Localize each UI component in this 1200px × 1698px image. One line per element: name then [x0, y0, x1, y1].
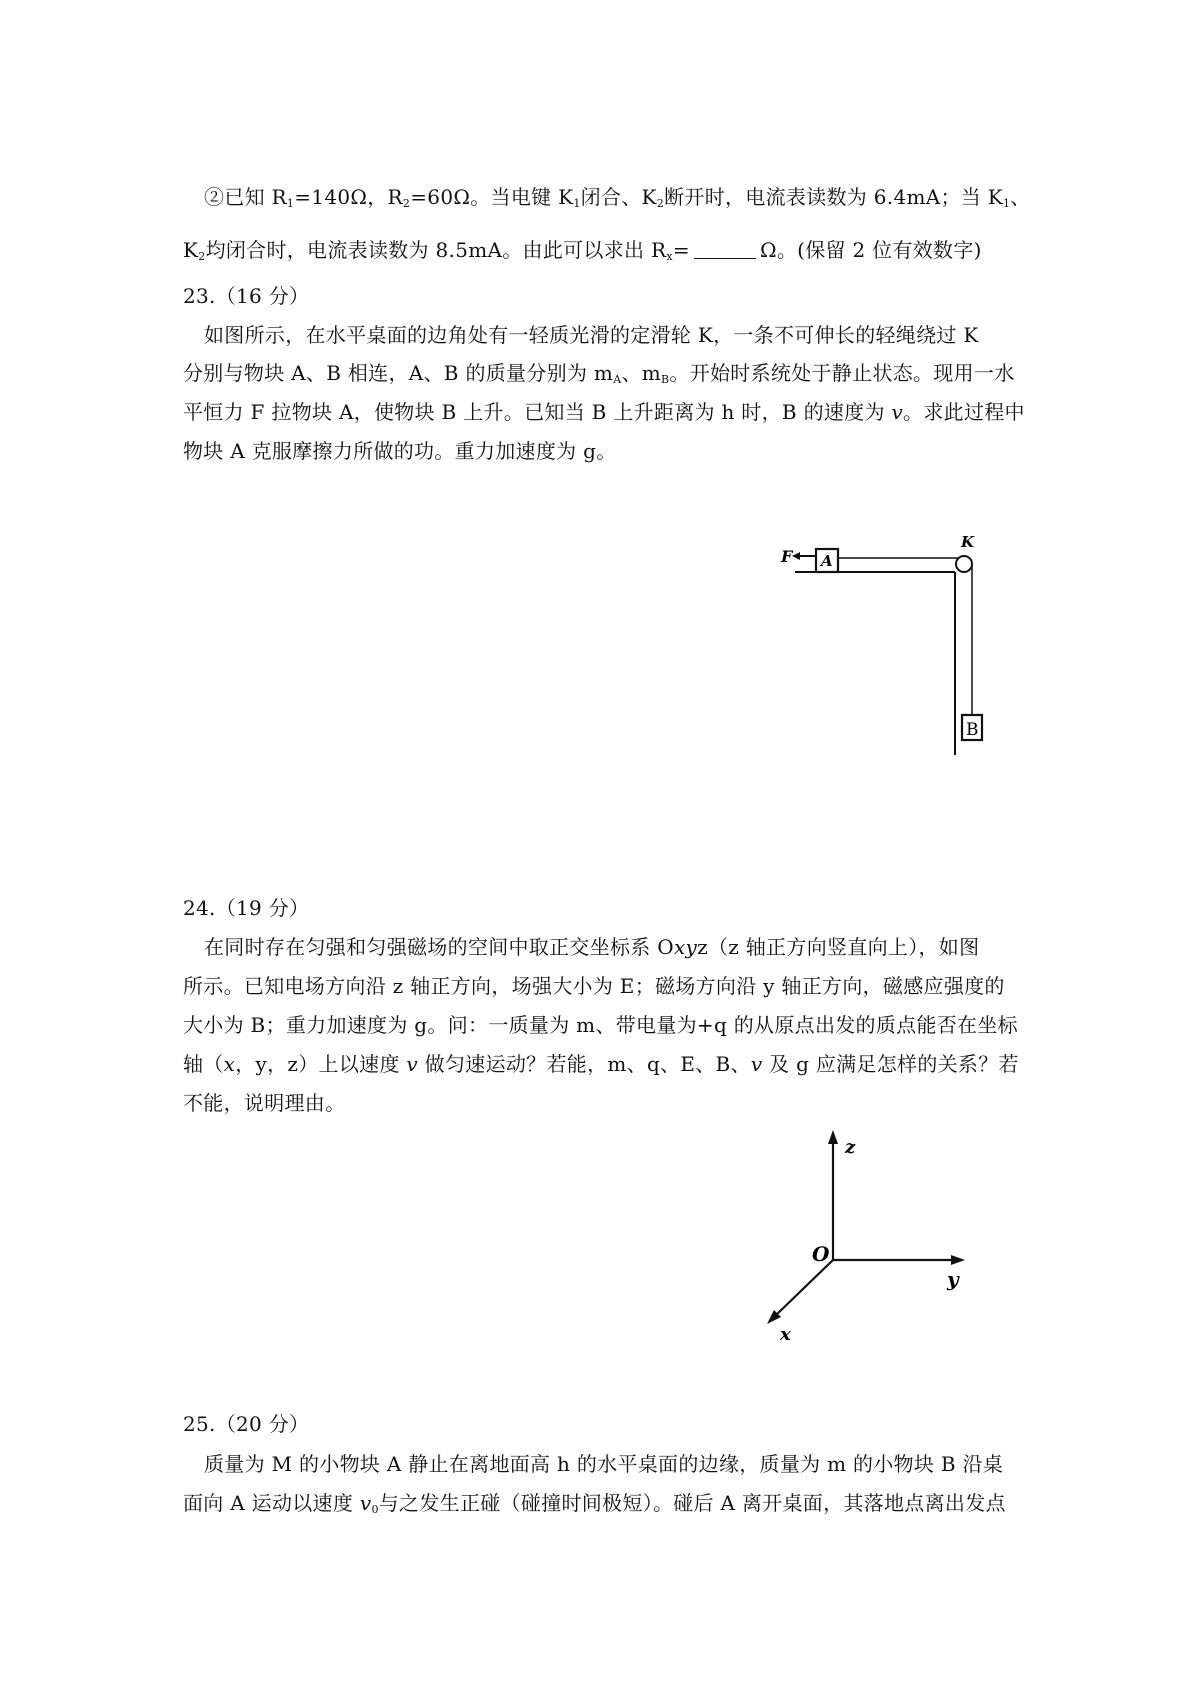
subscript: A — [613, 373, 622, 386]
q24-line-3: 大小为 B；重力加速度为 g。问：一质量为 m、带电量为+q 的从原点出发的质点能否在坐标 — [183, 1013, 1018, 1037]
text: 均闭合时，电流表读数为 8.5mA。由此可以求出 R — [205, 238, 667, 262]
pulley-k — [956, 556, 972, 572]
answer-blank — [694, 238, 756, 259]
text: = — [672, 238, 690, 262]
text: 在同时存在匀强和匀强磁场的空间中取正交坐标系 O — [204, 935, 674, 959]
y-arrowhead — [951, 1255, 965, 1265]
label-y: y — [947, 1267, 959, 1291]
subscript: B — [661, 373, 670, 386]
subscript: 0 — [371, 1503, 379, 1516]
text: 轴（ — [183, 1052, 224, 1076]
velocity-symbol: v — [891, 400, 904, 424]
subscript: 1 — [573, 197, 581, 210]
text: 。求此过程中 — [903, 400, 1025, 424]
label-f: F — [781, 547, 793, 566]
velocity-symbol: v — [359, 1491, 372, 1515]
text-italic: xy — [673, 935, 698, 959]
subscript: 1 — [1002, 197, 1011, 210]
text: ，y，z）上以速度 — [235, 1052, 407, 1076]
label-z: z — [845, 1137, 856, 1158]
subscript: 2 — [402, 197, 411, 210]
text: 、m — [621, 361, 662, 385]
q25-line-2 — [183, 1489, 1006, 1524]
subscript: x — [666, 250, 673, 263]
text: 平恒力 F 拉物块 A，使物块 B 上升。已知当 B 上升距离为 h 时，B 的速度为 — [183, 400, 892, 424]
text: =140Ω，R — [294, 185, 403, 209]
q24-header: 24.（19 分） — [183, 896, 310, 920]
q24-line-1 — [204, 933, 979, 961]
text: 断开时，电流表读数为 6.4mA；当 K — [664, 185, 1003, 209]
q24-line-2: 所示。已知电场方向沿 z 轴正方向，场强大小为 E；磁场方向沿 y 轴正方向，磁感应强度的 — [183, 974, 1005, 998]
q22-line-2 — [183, 236, 982, 271]
text: 与之发生正碰（碰撞时间极短）。碰后 A 离开桌面，其落地点离出发点 — [378, 1491, 1006, 1515]
q24-line-4 — [183, 1050, 1019, 1078]
q23-line-2 — [183, 359, 1015, 394]
q24-line-5: 不能，说明理由。 — [183, 1091, 346, 1115]
label-a: A — [821, 552, 833, 570]
text: Ω。(保留 2 位有效数字) — [759, 238, 982, 262]
force-arrowhead — [792, 552, 800, 560]
q22-line-1 — [204, 183, 1031, 218]
q25-header: 25.（20 分） — [183, 1412, 310, 1436]
text: 分别与物块 A、B 相连，A、B 的质量分别为 m — [183, 361, 614, 385]
text: 、 — [1010, 185, 1031, 209]
q23-line-1: 如图所示，在水平桌面的边角处有一轻质光滑的定滑轮 K，一条不可伸长的轻绳绕过 K — [204, 323, 979, 347]
label-b: B — [966, 720, 979, 740]
pulley-figure — [780, 520, 1000, 760]
text: 及 g 应满足怎样的关系？若 — [762, 1052, 1019, 1076]
text-italic: x — [223, 1052, 236, 1076]
subscript: 2 — [198, 250, 206, 263]
subscript: 1 — [286, 197, 295, 210]
label-k: K — [961, 533, 975, 551]
z-arrowhead — [828, 1130, 838, 1144]
velocity-symbol: v — [750, 1052, 763, 1076]
label-x: x — [780, 1324, 791, 1345]
text: ②已知 R — [204, 185, 287, 209]
text: 做匀速运动？若能，m、q、E、B、 — [418, 1052, 751, 1076]
q23-header: 23.（16 分） — [183, 284, 310, 308]
x-axis — [775, 1260, 833, 1316]
axes-figure — [755, 1120, 995, 1360]
text: 面向 A 运动以速度 — [183, 1491, 360, 1515]
velocity-symbol: v — [406, 1052, 419, 1076]
label-o: O — [812, 1242, 830, 1266]
text: =60Ω。当电键 K — [410, 185, 574, 209]
subscript: 2 — [656, 197, 665, 210]
text: 闭合、K — [580, 185, 657, 209]
text: 。开始时系统处于静止状态。现用一水 — [669, 361, 1015, 385]
q25-line-1: 质量为 M 的小物块 A 静止在离地面高 h 的水平桌面的边缘，质量为 m 的小物块 B 沿桌 — [204, 1452, 1004, 1476]
text: z（z 轴正方向竖直向上），如图 — [697, 935, 980, 959]
q23-line-3 — [183, 398, 1025, 426]
q23-line-4: 物块 A 克服摩擦力所做的功。重力加速度为 g。 — [183, 439, 617, 463]
text: K — [183, 238, 199, 262]
